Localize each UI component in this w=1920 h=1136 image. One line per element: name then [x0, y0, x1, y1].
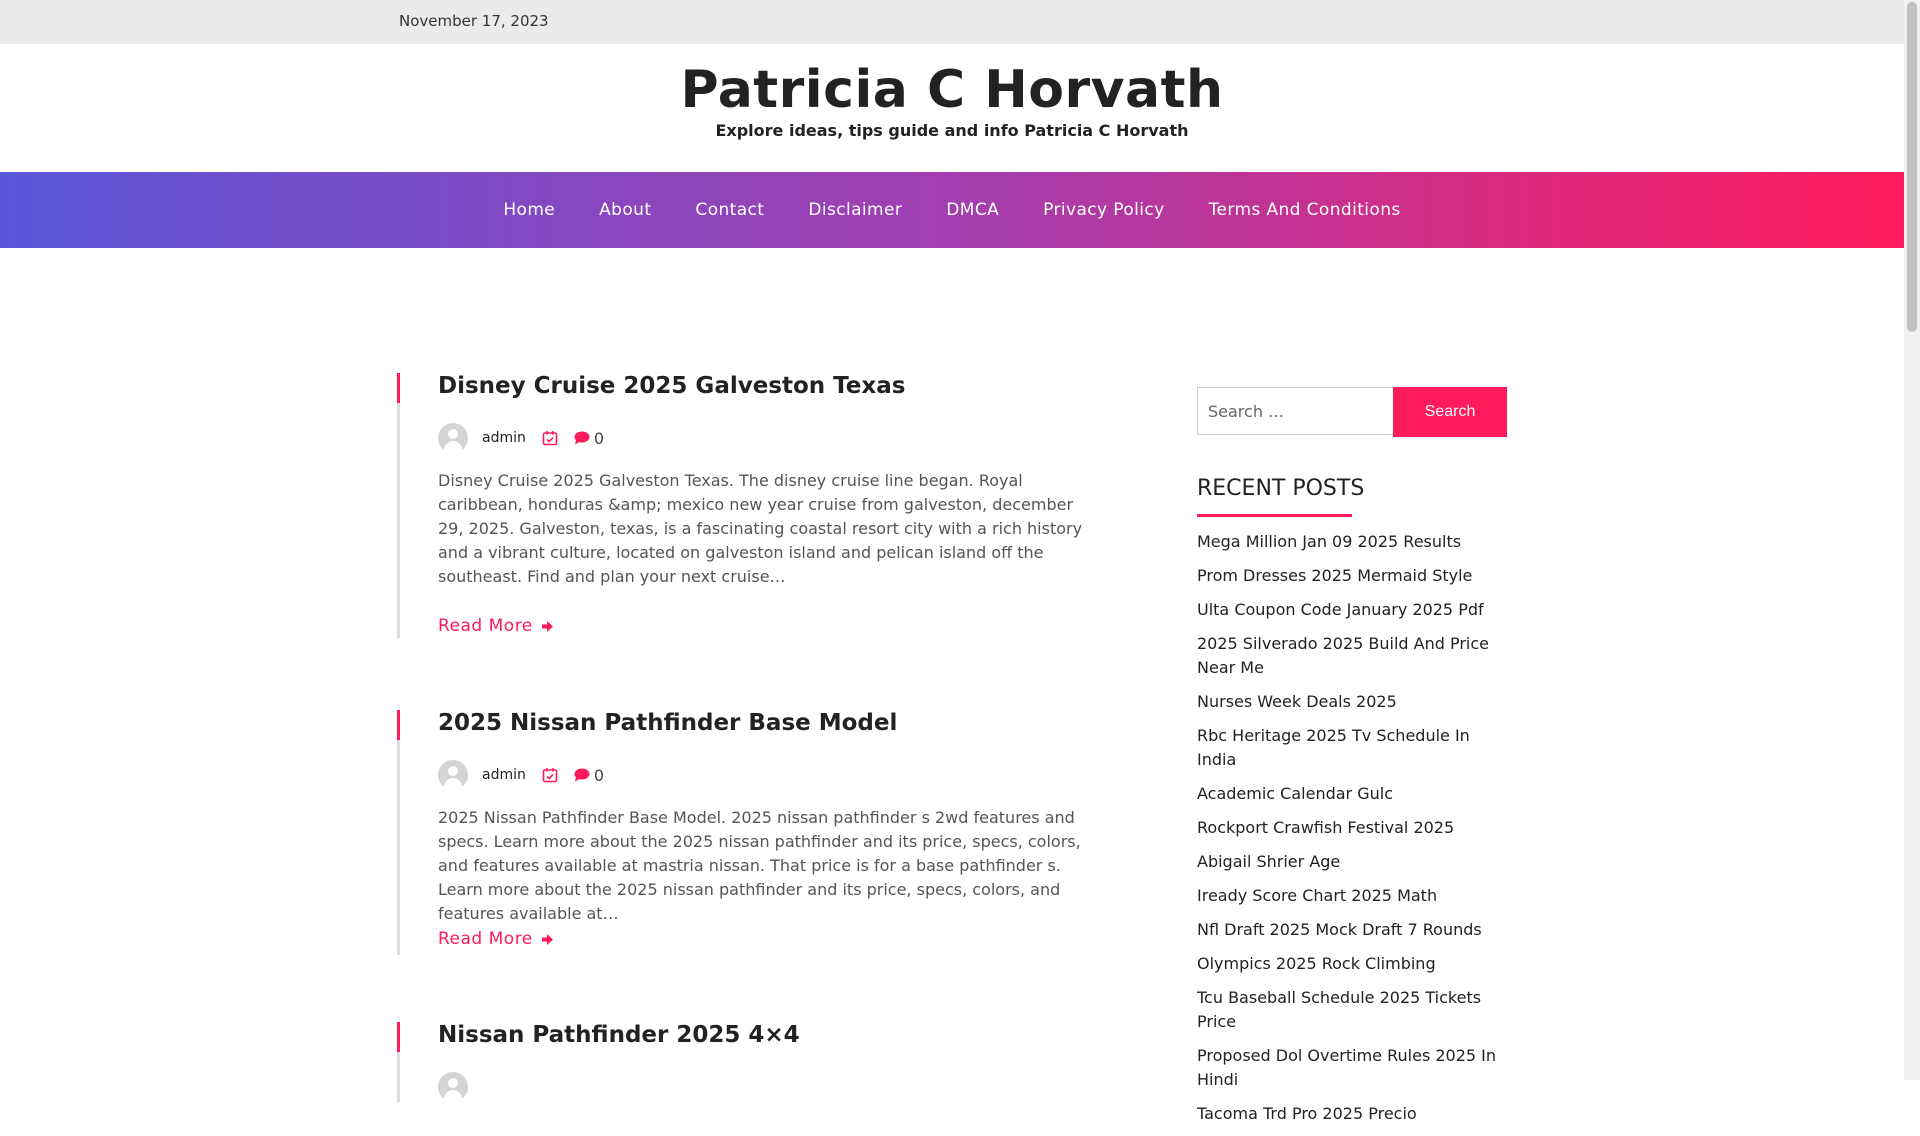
recent-post-link[interactable]: Nfl Draft 2025 Mock Draft 7 Rounds — [1197, 920, 1482, 939]
comment-icon[interactable] — [574, 431, 590, 445]
comment-count[interactable]: 0 — [593, 765, 605, 785]
nav-contact[interactable]: Contact — [695, 200, 765, 220]
post-card — [397, 1022, 1100, 1102]
recent-posts-list — [1197, 530, 1509, 1136]
nav-about[interactable]: About — [599, 200, 652, 220]
recent-post-link[interactable]: Rbc Heritage 2025 Tv Schedule In India — [1197, 726, 1470, 769]
recent-post-link[interactable]: Academic Calendar Gulc — [1197, 784, 1393, 803]
calendar-icon[interactable] — [542, 430, 558, 446]
recent-post-link[interactable]: 2025 Silverado 2025 Build And Price Near Me — [1197, 634, 1489, 677]
nav-dmca[interactable]: DMCA — [946, 200, 1000, 220]
recent-post-link[interactable]: Nurses Week Deals 2025 — [1197, 692, 1397, 711]
nav-privacy-policy[interactable]: Privacy Policy — [1043, 200, 1165, 220]
post-meta — [438, 1072, 468, 1102]
recent-post-link[interactable]: Mega Million Jan 09 2025 Results — [1197, 532, 1462, 551]
post-author[interactable]: admin — [482, 430, 526, 446]
heading-underline — [1197, 514, 1352, 517]
post-accent-bar — [397, 710, 400, 740]
arrow-right-icon — [541, 933, 554, 946]
search-input[interactable] — [1197, 387, 1393, 435]
recent-posts-heading: RECENT POSTS — [1197, 476, 1365, 501]
recent-post-link[interactable]: Tacoma Trd Pro 2025 Precio — [1197, 1104, 1417, 1123]
post-card — [397, 710, 1100, 955]
post-meta — [438, 760, 604, 790]
recent-post-link[interactable]: Rockport Crawfish Festival 2025 — [1197, 818, 1455, 837]
post-meta — [438, 423, 604, 453]
scrollbar-thumb[interactable] — [1907, 2, 1917, 332]
main-navigation — [0, 172, 1904, 248]
post-accent-bar — [397, 1022, 400, 1052]
recent-post-link[interactable]: Tcu Baseball Schedule 2025 Tickets Price — [1197, 988, 1482, 1031]
page-scrollbar[interactable] — [1904, 0, 1920, 1080]
recent-post-link[interactable]: Abigail Shrier Age — [1197, 852, 1341, 871]
arrow-right-icon — [541, 620, 554, 633]
search-form — [1197, 387, 1507, 437]
recent-post-link[interactable]: Proposed Dol Overtime Rules 2025 In Hindi — [1197, 1046, 1497, 1089]
comment-count[interactable]: 0 — [593, 428, 605, 448]
recent-post-link[interactable]: Iready Score Chart 2025 Math — [1197, 886, 1438, 905]
read-more-link[interactable] — [438, 929, 554, 949]
avatar — [438, 1072, 468, 1102]
post-excerpt: Disney Cruise 2025 Galveston Texas. The disney cruise line began. Royal caribbean, honduras &amp; mexico new year cruise from galveston, december 29, 2025. Galveston, texas, is a fascinating coastal resort city with a rich history and a vibrant culture, located on galveston island and pelican island off the southeast. Find and plan your next cruise… — [438, 471, 1083, 586]
calendar-icon[interactable] — [542, 767, 558, 783]
nav-disclaimer[interactable]: Disclaimer — [808, 200, 903, 220]
comment-icon[interactable] — [574, 768, 590, 782]
post-title[interactable]: Nissan Pathfinder 2025 4×4 — [438, 1022, 800, 1048]
site-tagline: Explore ideas, tips guide and info Patricia C Horvath — [715, 121, 1189, 140]
top-bar — [0, 0, 1904, 44]
post-title[interactable]: 2025 Nissan Pathfinder Base Model — [438, 710, 898, 736]
read-more-label: Read More — [438, 929, 533, 949]
recent-post-link[interactable]: Ulta Coupon Code January 2025 Pdf — [1197, 600, 1484, 619]
read-more-label: Read More — [438, 616, 533, 636]
site-title[interactable]: Patricia C Horvath — [680, 60, 1224, 120]
recent-post-link[interactable]: Olympics 2025 Rock Climbing — [1197, 954, 1436, 973]
search-button[interactable]: Search — [1393, 387, 1507, 437]
post-accent-bar — [397, 373, 400, 403]
post-title[interactable]: Disney Cruise 2025 Galveston Texas — [438, 373, 906, 399]
nav-terms[interactable]: Terms And Conditions — [1208, 200, 1401, 220]
post-author[interactable]: admin — [482, 767, 526, 783]
current-date: November 17, 2023 — [399, 12, 549, 30]
post-excerpt: 2025 Nissan Pathfinder Base Model. 2025 nissan pathfinder s 2wd features and specs. Learn more about the 2025 nissan pathfinder and its price, specs, colors, and features available at mastria nissan. That price is for a base pathfinder s. Learn more about the 2025 nissan pathfinder and its price, specs, colors, and features available at… — [438, 808, 1081, 923]
avatar — [438, 760, 468, 790]
avatar — [438, 423, 468, 453]
read-more-link[interactable] — [438, 616, 554, 636]
recent-post-link[interactable]: Prom Dresses 2025 Mermaid Style — [1197, 566, 1473, 585]
post-card — [397, 373, 1100, 638]
nav-home[interactable]: Home — [503, 200, 556, 220]
